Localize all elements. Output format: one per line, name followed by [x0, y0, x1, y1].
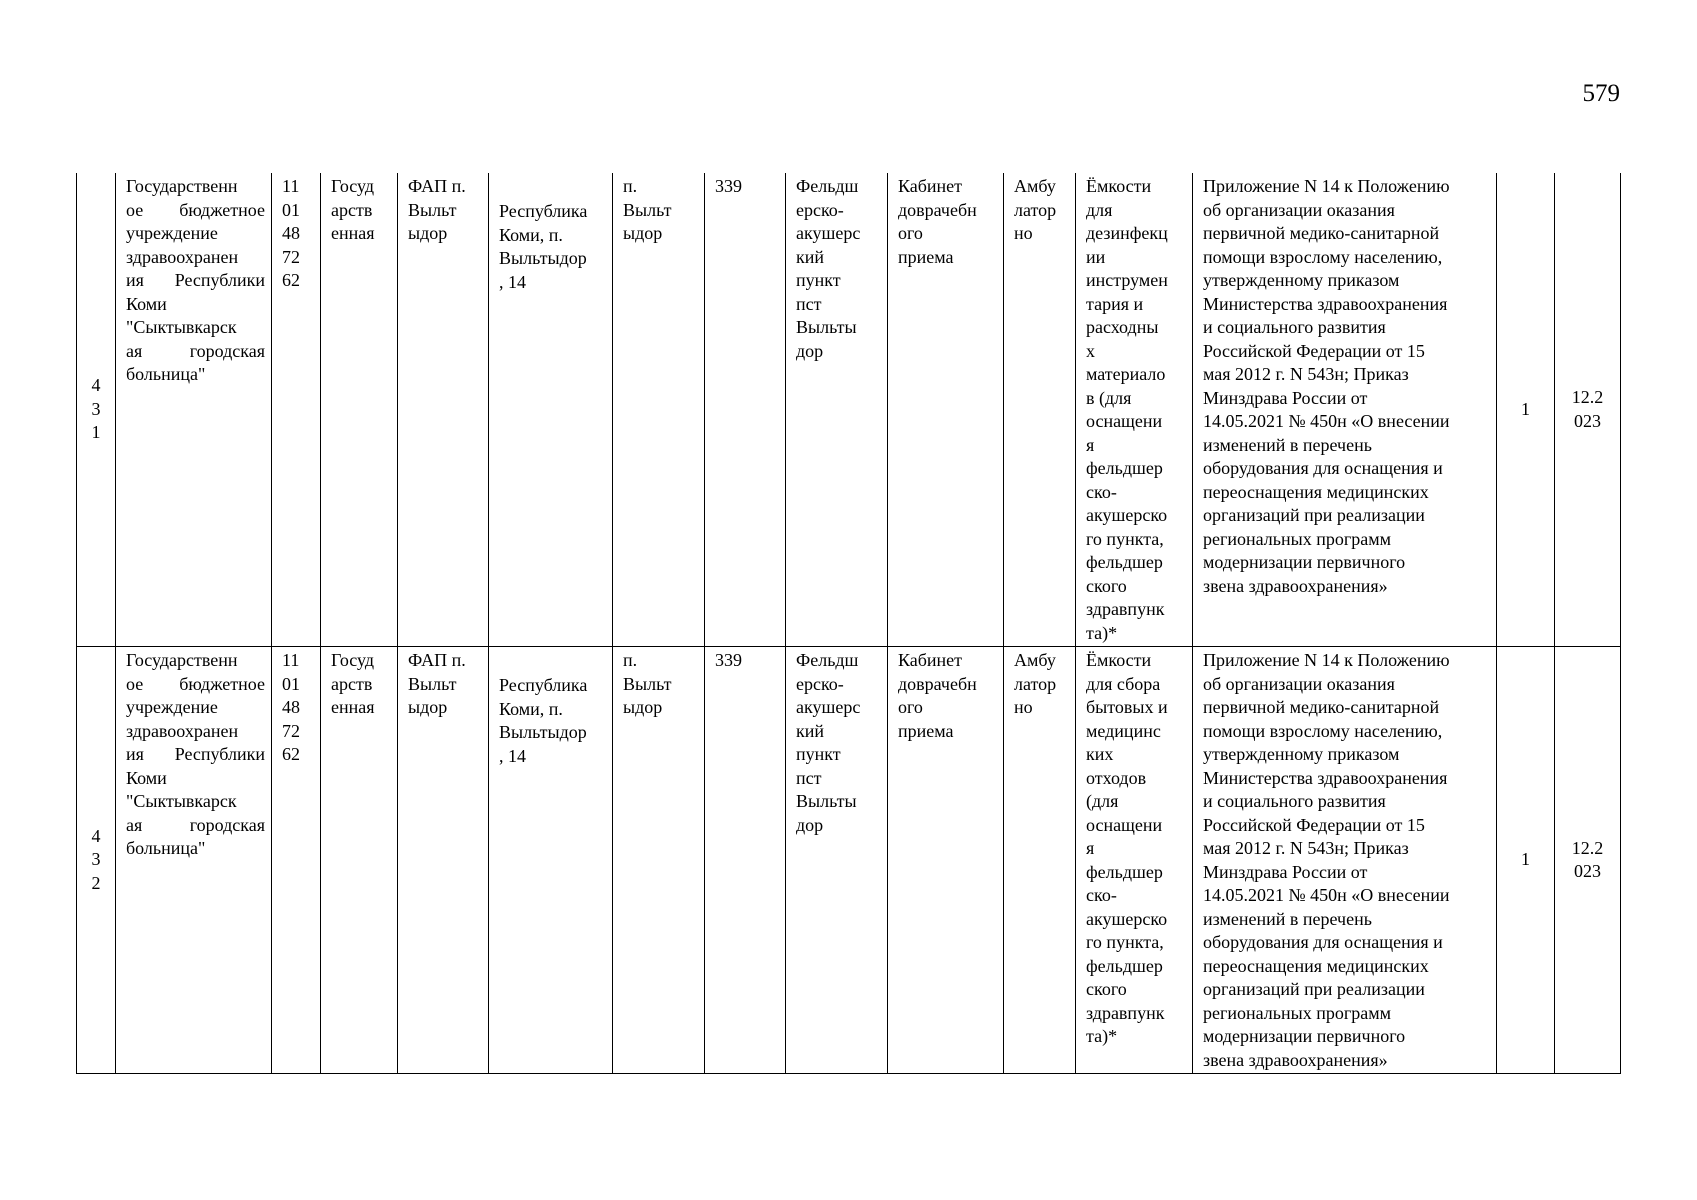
equipment-cell-line: инструмен: [1086, 270, 1168, 290]
organization-cell-line: учреждение: [126, 697, 218, 717]
organization-cell-line: учреждение: [126, 223, 218, 243]
address-cell: [489, 173, 613, 647]
equipment-cell-line: медицинс: [1086, 720, 1161, 741]
facility-cell: [786, 647, 888, 1074]
equipment-cell-line: в (для: [1086, 387, 1132, 408]
equipment-cell-line: ско-: [1086, 885, 1117, 905]
inn-cell-line: 72: [282, 720, 300, 741]
inn-cell-line: 01: [282, 199, 300, 220]
row-number-line: 1: [91, 422, 101, 443]
equipment-cell-line: ско-: [1086, 481, 1117, 502]
equipment-cell-line: акушерско: [1086, 505, 1168, 525]
basis-cell-line: организаций при реализации: [1203, 505, 1425, 525]
basis-cell-line: организаций при реализации: [1203, 979, 1425, 999]
date-cell: [1555, 173, 1621, 647]
room-cell-line: приема: [898, 720, 954, 741]
equipment-cell-line: бытовых и: [1086, 697, 1168, 717]
unit-cell-line: Выльт: [408, 673, 457, 694]
row-number-line: 3: [91, 398, 101, 419]
basis-cell-line: и социального развития: [1203, 791, 1386, 811]
facility-cell-line: Выльты: [796, 791, 857, 811]
inn-cell-line: 11: [282, 176, 300, 196]
date-cell-line: 12.2: [1571, 837, 1604, 858]
room-cell-line: Кабинет: [898, 650, 963, 670]
table-row: [77, 173, 1621, 647]
facility-cell-line: Выльты: [796, 317, 857, 337]
basis-cell-line: об организации оказания: [1203, 673, 1395, 694]
equipment-cell-line: для сбора: [1086, 673, 1161, 694]
equipment-cell-line: фельдшер: [1086, 861, 1163, 882]
organization-cell-line: здравоохранен: [126, 720, 239, 741]
code-cell-value: 339: [715, 176, 742, 196]
care-type-cell-line: латор: [1014, 673, 1057, 694]
page-number: 579: [1582, 80, 1620, 107]
organization-cell-line: ое бюджетное: [126, 199, 265, 220]
facility-cell: [786, 173, 888, 647]
unit-cell-line: ФАП п.: [408, 176, 466, 196]
ownership-cell-line: Госуд: [331, 650, 375, 670]
ownership-cell-line: арств: [331, 673, 373, 694]
unit-cell-line: ФАП п.: [408, 650, 466, 670]
row-number: [77, 173, 116, 647]
care-type-cell: [1004, 173, 1076, 647]
equipment-table: [76, 173, 1621, 1074]
facility-cell-line: кий: [796, 246, 825, 267]
basis-cell-line: звена здравоохранения»: [1203, 575, 1388, 596]
organization-cell-line: Государственн: [126, 650, 238, 670]
date-cell-line: 023: [1574, 410, 1601, 431]
equipment-cell-line: расходны: [1086, 317, 1159, 337]
unit-cell: [398, 647, 489, 1074]
facility-cell-line: пст: [796, 293, 822, 314]
facility-cell-line: кий: [796, 720, 825, 741]
basis-cell-line: оборудования для оснащения и: [1203, 458, 1443, 478]
basis-cell-line: Приложение N 14 к Положению: [1203, 650, 1450, 670]
locality-cell: [613, 647, 705, 1074]
row-number-line: 4: [91, 825, 101, 846]
equipment-cell-line: го пункта,: [1086, 528, 1164, 549]
inn-cell-line: 48: [282, 697, 300, 717]
equipment-cell-line: дезинфекц: [1086, 223, 1168, 243]
organization-cell-line: здравоохранен: [126, 246, 239, 267]
inn-cell-line: 62: [282, 270, 300, 290]
code-cell: [705, 173, 786, 647]
equipment-cell-line: Ёмкости: [1086, 176, 1152, 196]
equipment-cell-line: го пункта,: [1086, 932, 1164, 952]
equipment-cell-line: ии: [1086, 246, 1106, 267]
address-cell-line: Коми, п.: [499, 698, 563, 719]
equipment-cell-line: х: [1086, 340, 1095, 361]
quantity-cell-value: 1: [1521, 849, 1530, 870]
equipment-cell-line: та)*: [1086, 622, 1118, 643]
ownership-cell-line: арств: [331, 199, 373, 220]
basis-cell: [1193, 173, 1497, 647]
care-type-cell-line: Амбу: [1014, 176, 1056, 196]
facility-cell-line: ерско-: [796, 673, 844, 694]
equipment-cell-line: та)*: [1086, 1026, 1118, 1046]
room-cell-line: Кабинет: [898, 176, 963, 196]
basis-cell-line: региональных программ: [1203, 1002, 1391, 1023]
equipment-cell-line: фельдшер: [1086, 955, 1163, 976]
facility-cell-line: пункт: [796, 744, 841, 764]
basis-cell-line: Приложение N 14 к Положению: [1203, 176, 1450, 196]
organization-cell-line: Коми: [126, 293, 167, 314]
equipment-cell-line: здравпунк: [1086, 1002, 1165, 1023]
equipment-cell-line: оснащени: [1086, 411, 1163, 431]
basis-cell-line: утвержденному приказом: [1203, 270, 1400, 290]
ownership-cell-line: Госуд: [331, 176, 375, 196]
equipment-cell-line: ких: [1086, 744, 1114, 764]
facility-cell-line: Фельдш: [796, 176, 859, 196]
facility-cell-line: пункт: [796, 270, 841, 290]
basis-cell-line: Минздрава России от: [1203, 861, 1368, 882]
facility-cell-line: Фельдш: [796, 650, 859, 670]
room-cell: [888, 173, 1004, 647]
equipment-cell: [1076, 647, 1193, 1074]
inn-cell-line: 11: [282, 650, 300, 670]
facility-cell-line: дор: [796, 814, 824, 835]
basis-cell-line: помощи взрослому населению,: [1203, 720, 1443, 741]
unit-cell-line: ыдор: [408, 223, 448, 243]
address-cell-line: Коми, п.: [499, 224, 563, 245]
equipment-cell: [1076, 173, 1193, 647]
room-cell: [888, 647, 1004, 1074]
basis-cell-line: первичной медико-санитарной: [1203, 697, 1440, 717]
basis-cell-line: региональных программ: [1203, 528, 1391, 549]
basis-cell-line: Российской Федерации от 15: [1203, 340, 1425, 361]
organization-cell-line: ое бюджетное: [126, 673, 265, 694]
address-cell: [489, 647, 613, 1074]
organization-cell-line: Коми: [126, 767, 167, 788]
care-type-cell-line: Амбу: [1014, 650, 1056, 670]
inn-cell: [272, 173, 321, 647]
basis-cell-line: Министерства здравоохранения: [1203, 767, 1448, 788]
facility-cell-line: дор: [796, 340, 824, 361]
basis-cell-line: мая 2012 г. N 543н; Приказ: [1203, 364, 1409, 384]
basis-cell-line: утвержденному приказом: [1203, 744, 1400, 764]
facility-cell-line: ерско-: [796, 199, 844, 220]
organization-cell-line: больница": [126, 364, 206, 384]
basis-cell-line: оборудования для оснащения и: [1203, 932, 1443, 952]
basis-cell: [1193, 647, 1497, 1074]
ownership-cell: [321, 173, 398, 647]
basis-cell-line: модернизации первичного: [1203, 552, 1406, 572]
basis-cell-line: помощи взрослому населению,: [1203, 246, 1443, 267]
organization-cell-line: больница": [126, 838, 206, 858]
inn-cell-line: 01: [282, 673, 300, 694]
ownership-cell-line: енная: [331, 697, 375, 717]
equipment-cell-line: тария и: [1086, 293, 1144, 314]
care-type-cell: [1004, 647, 1076, 1074]
locality-cell-line: ыдор: [623, 697, 663, 717]
quantity-cell: [1497, 173, 1555, 647]
locality-cell: [613, 173, 705, 647]
basis-cell-line: звена здравоохранения»: [1203, 1049, 1388, 1070]
equipment-cell-line: отходов: [1086, 767, 1147, 788]
room-cell-line: ого: [898, 223, 923, 243]
inn-cell-line: 62: [282, 744, 300, 764]
organization-cell-line: ая городская: [126, 340, 265, 361]
address-cell-line: Республика: [499, 201, 588, 221]
room-cell-line: ого: [898, 697, 923, 717]
unit-cell: [398, 173, 489, 647]
basis-cell-line: Министерства здравоохранения: [1203, 293, 1448, 314]
basis-cell-line: 14.05.2021 № 450н «О внесении: [1203, 885, 1450, 905]
equipment-cell-line: фельдшер: [1086, 552, 1163, 572]
basis-cell-line: изменений в перечень: [1203, 908, 1372, 929]
table-row: [77, 647, 1621, 1074]
equipment-cell-line: оснащени: [1086, 814, 1163, 835]
date-cell-line: 023: [1574, 861, 1601, 881]
row-number-line: 2: [91, 872, 101, 893]
address-cell-line: , 14: [499, 745, 526, 766]
basis-cell-line: модернизации первичного: [1203, 1026, 1406, 1046]
equipment-cell-line: материало: [1086, 364, 1166, 384]
care-type-cell-line: латор: [1014, 199, 1057, 220]
room-cell-line: доврачебн: [898, 673, 977, 694]
inn-cell-line: 72: [282, 246, 300, 267]
equipment-cell-line: акушерско: [1086, 908, 1168, 929]
organization-cell-line: "Сыктывкарск: [126, 317, 237, 337]
equipment-cell-line: здравпунк: [1086, 599, 1165, 619]
basis-cell-line: Российской Федерации от 15: [1203, 814, 1425, 835]
quantity-cell-value: 1: [1521, 398, 1530, 419]
basis-cell-line: первичной медико-санитарной: [1203, 223, 1440, 243]
equipment-cell-line: Ёмкости: [1086, 650, 1152, 670]
date-cell-line: 12.2: [1571, 387, 1604, 407]
basis-cell-line: переоснащения медицинских: [1203, 481, 1429, 502]
organization-cell-line: ия Республики: [126, 270, 265, 290]
address-cell-line: , 14: [499, 271, 526, 292]
basis-cell-line: изменений в перечень: [1203, 434, 1372, 455]
equipment-cell-line: (для: [1086, 791, 1119, 811]
ownership-cell: [321, 647, 398, 1074]
locality-cell-line: п.: [623, 650, 638, 670]
basis-cell-line: и социального развития: [1203, 317, 1386, 337]
facility-cell-line: акушерс: [796, 223, 861, 243]
basis-cell-line: мая 2012 г. N 543н; Приказ: [1203, 838, 1409, 858]
unit-cell-line: Выльт: [408, 199, 457, 220]
locality-cell-line: п.: [623, 176, 638, 196]
care-type-cell-line: но: [1014, 697, 1033, 717]
basis-cell-line: об организации оказания: [1203, 199, 1395, 220]
address-cell-line: Республика: [499, 675, 588, 695]
basis-cell-line: 14.05.2021 № 450н «О внесении: [1203, 411, 1450, 431]
room-cell-line: приема: [898, 246, 954, 267]
equipment-cell-line: для: [1086, 199, 1113, 220]
room-cell-line: доврачебн: [898, 199, 977, 220]
ownership-cell-line: енная: [331, 223, 375, 243]
unit-cell-line: ыдор: [408, 697, 448, 717]
organization-cell-line: ая городская: [126, 814, 265, 835]
locality-cell-line: Выльт: [623, 199, 672, 220]
equipment-cell-line: фельдшер: [1086, 458, 1163, 478]
address-cell-line: Выльтыдор: [499, 722, 587, 742]
quantity-cell: [1497, 647, 1555, 1074]
organization-cell: [116, 173, 272, 647]
facility-cell-line: акушерс: [796, 697, 861, 717]
row-number-line: 4: [91, 375, 101, 396]
facility-cell-line: пст: [796, 767, 822, 788]
address-cell-line: Выльтыдор: [499, 248, 587, 268]
basis-cell-line: Минздрава России от: [1203, 387, 1368, 408]
inn-cell-line: 48: [282, 223, 300, 243]
code-cell: [705, 647, 786, 1074]
equipment-cell-line: я: [1086, 434, 1095, 455]
organization-cell-line: "Сыктывкарск: [126, 791, 237, 811]
code-cell-value: 339: [715, 650, 742, 670]
row-number-line: 3: [91, 849, 101, 870]
organization-cell: [116, 647, 272, 1074]
locality-cell-line: ыдор: [623, 223, 663, 243]
row-number: [77, 647, 116, 1074]
date-cell: [1555, 647, 1621, 1074]
inn-cell: [272, 647, 321, 1074]
organization-cell-line: ия Республики: [126, 744, 265, 764]
basis-cell-line: переоснащения медицинских: [1203, 955, 1429, 976]
equipment-cell-line: я: [1086, 838, 1095, 858]
care-type-cell-line: но: [1014, 223, 1033, 243]
organization-cell-line: Государственн: [126, 176, 238, 196]
equipment-cell-line: ского: [1086, 575, 1127, 596]
equipment-cell-line: ского: [1086, 979, 1127, 999]
locality-cell-line: Выльт: [623, 673, 672, 694]
